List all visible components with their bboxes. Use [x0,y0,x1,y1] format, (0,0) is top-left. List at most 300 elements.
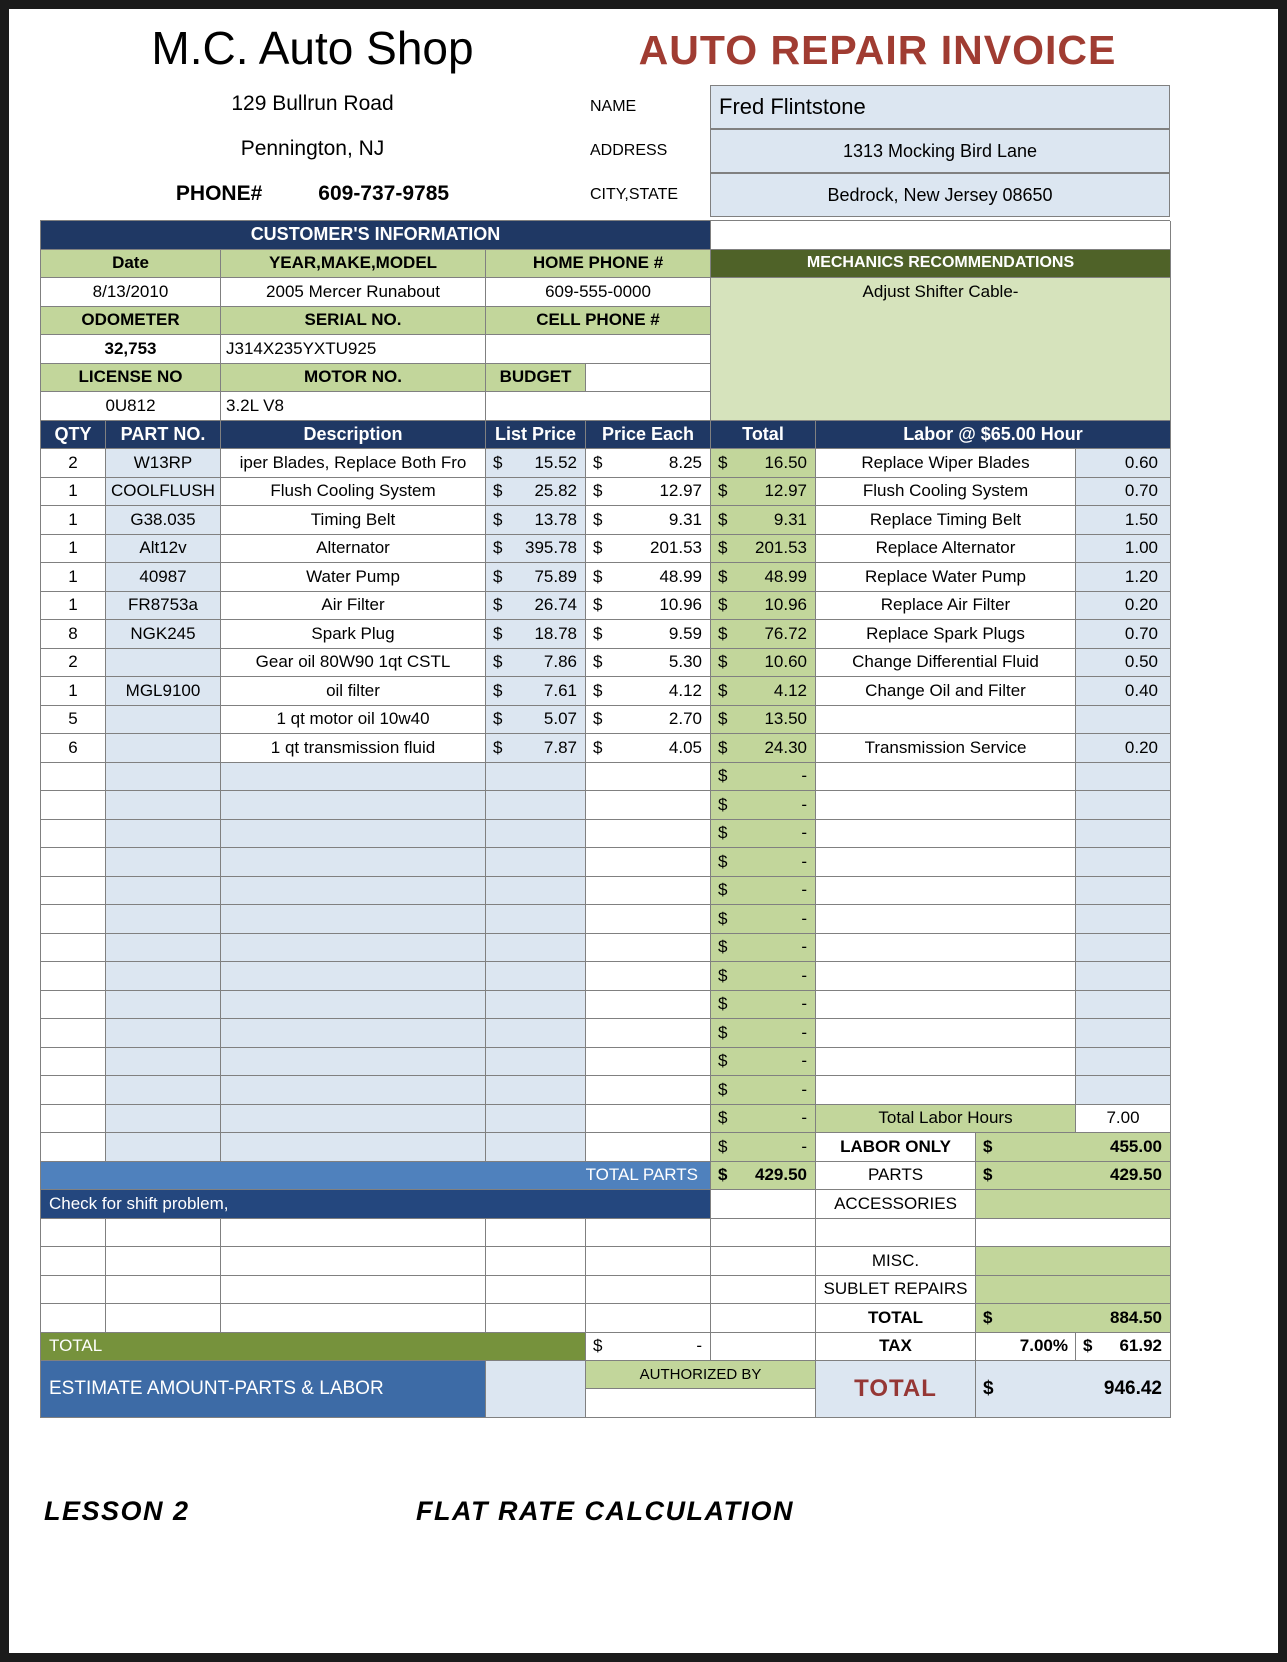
year-make-model-header: YEAR,MAKE,MODEL [221,250,486,279]
description-value: Gear oil 80W90 1qt CSTL [255,652,451,672]
blank-cell[interactable] [586,1219,711,1248]
budget-value[interactable] [486,392,711,421]
description-cell[interactable] [221,1048,486,1077]
description-cell[interactable] [221,1105,486,1134]
price-each-cell[interactable] [586,677,711,706]
currency-symbol: $ [493,452,503,472]
currency-symbol: $ [718,1136,728,1156]
shop-phone-row [40,171,585,216]
hours-cell[interactable] [1076,706,1171,735]
description-cell[interactable] [221,506,486,535]
total-cell[interactable] [711,563,816,592]
part-no-cell[interactable] [106,848,221,877]
blank-cell[interactable] [486,1247,586,1276]
left-total-value[interactable] [586,1333,711,1362]
part-no-cell[interactable] [106,1105,221,1134]
part-no-cell[interactable] [106,563,221,592]
hours-cell[interactable] [1076,506,1171,535]
blank-cell[interactable] [106,1276,221,1305]
list-price-cell[interactable] [486,848,586,877]
price-each-cell[interactable] [586,905,711,934]
qty-cell[interactable] [41,905,106,934]
list-price-cell[interactable] [486,506,586,535]
total-parts-value[interactable] [711,1162,816,1191]
total-cell[interactable] [711,763,816,792]
currency-symbol: $ [718,766,728,786]
blank-cell[interactable] [486,1276,586,1305]
labor-cell[interactable] [816,905,1076,934]
subtotal-row [41,1304,1170,1333]
total-cell[interactable] [711,620,816,649]
description-cell[interactable] [221,1133,486,1162]
qty-value: 1 [68,481,78,501]
hours-cell[interactable] [1076,1048,1171,1077]
description-cell[interactable] [221,1019,486,1048]
part-no-cell[interactable] [106,478,221,507]
qty-value: 1 [68,566,78,586]
invoice-title: AUTO REPAIR INVOICE [638,27,1117,73]
price-each-cell[interactable] [586,449,711,478]
blank-cell[interactable] [106,1219,221,1248]
price-each-cell[interactable] [586,734,711,763]
qty-cell[interactable] [41,620,106,649]
part-no-cell[interactable] [106,535,221,564]
total-cell[interactable] [711,1133,816,1162]
price-each-value: 9.59 [668,623,702,643]
labor-cell[interactable] [816,991,1076,1020]
spacer-cell[interactable] [711,1190,816,1219]
list-price-cell[interactable] [486,763,586,792]
subtotal-value[interactable] [976,1304,1171,1333]
price-each-cell[interactable] [586,1133,711,1162]
total-cell[interactable] [711,820,816,849]
home-phone-value[interactable]: 609-555-0000 [486,278,711,307]
labor-cell[interactable] [816,734,1076,763]
part-no-cell[interactable] [106,820,221,849]
description-cell[interactable] [221,991,486,1020]
list-price-cell[interactable] [486,877,586,906]
price-each-cell[interactable] [586,620,711,649]
blank-cell[interactable] [41,1219,106,1248]
blank-cell[interactable] [106,1304,221,1333]
labor-cell[interactable] [816,478,1076,507]
description-cell[interactable] [221,877,486,906]
total-cell[interactable] [711,1105,816,1134]
qty-cell[interactable] [41,1076,106,1105]
list-price-cell[interactable] [486,449,586,478]
price-each-cell[interactable] [586,1076,711,1105]
accessories-row [41,1190,1170,1219]
list-price-cell[interactable] [486,677,586,706]
list-price-value: 7.86 [543,652,577,672]
date-value[interactable]: 8/13/2010 [41,278,221,307]
qty-cell[interactable] [41,791,106,820]
authorized-by-cell[interactable] [586,1361,816,1418]
total-cell[interactable] [711,877,816,906]
hours-value: 0.70 [1124,623,1158,643]
total-cell[interactable] [711,905,816,934]
hours-cell[interactable] [1076,1019,1171,1048]
part-no-cell[interactable] [106,877,221,906]
qty-cell[interactable] [41,506,106,535]
labor-only-value[interactable] [976,1133,1171,1162]
qty-cell[interactable] [41,677,106,706]
description-value: Spark Plug [311,623,395,643]
blank-cell[interactable] [586,1304,711,1333]
total-cell[interactable] [711,1048,816,1077]
qty-cell[interactable] [41,592,106,621]
part-no-value: FR8753a [128,595,198,615]
blank-cell[interactable] [711,1276,816,1305]
qty-cell[interactable] [41,1048,106,1077]
price-each-cell[interactable] [586,848,711,877]
total-cell[interactable] [711,848,816,877]
qty-cell[interactable] [41,478,106,507]
total-cell[interactable] [711,734,816,763]
list-price-cell[interactable] [486,1105,586,1134]
blank-cell[interactable] [41,1276,106,1305]
part-no-cell[interactable] [106,1076,221,1105]
list-price-cell[interactable] [486,478,586,507]
part-no-cell[interactable] [106,649,221,678]
part-no-cell[interactable] [106,506,221,535]
labor-cell[interactable] [816,848,1076,877]
qty-cell[interactable] [41,1019,106,1048]
description-cell[interactable] [221,1076,486,1105]
description-cell[interactable] [221,535,486,564]
total-cell[interactable] [711,1019,816,1048]
description-cell[interactable] [221,592,486,621]
blank-cell[interactable] [976,1219,1171,1248]
part-no-cell[interactable] [106,791,221,820]
tax-value[interactable] [1076,1333,1171,1362]
labor-cell[interactable] [816,592,1076,621]
part-no-cell[interactable] [106,905,221,934]
total-cell[interactable] [711,649,816,678]
amount: - [801,794,807,814]
description-cell[interactable] [221,820,486,849]
price-each-cell[interactable] [586,563,711,592]
qty-cell[interactable] [41,535,106,564]
customer-name-field[interactable]: Fred Flintstone [710,85,1170,129]
price-each-value: 10.96 [659,595,702,615]
list-price-cell[interactable] [486,620,586,649]
list-price-cell[interactable] [486,991,586,1020]
price-each-cell[interactable] [586,934,711,963]
price-each-cell[interactable] [586,535,711,564]
qty-cell[interactable] [41,962,106,991]
description-cell[interactable] [221,962,486,991]
part-no-cell[interactable] [106,1048,221,1077]
price-each-cell[interactable] [586,706,711,735]
blank-cell[interactable] [221,1304,486,1333]
hours-cell[interactable] [1076,592,1171,621]
list-price-cell[interactable] [486,592,586,621]
labor-cell[interactable] [816,1048,1076,1077]
currency-symbol: $ [718,794,728,814]
qty-cell[interactable] [41,563,106,592]
description-cell[interactable] [221,848,486,877]
customer-address-field[interactable]: 1313 Mocking Bird Lane [710,129,1170,173]
cell-phone-value[interactable] [486,335,711,364]
total-cell[interactable] [711,934,816,963]
blank-cell[interactable] [711,1247,816,1276]
total-cell[interactable] [711,991,816,1020]
customer-city-label: CITY,STATE [590,186,679,203]
labor-cell[interactable] [816,763,1076,792]
labor-cell[interactable] [816,677,1076,706]
qty-cell[interactable] [41,649,106,678]
price-each-cell[interactable] [586,962,711,991]
description-cell[interactable] [221,905,486,934]
misc-value[interactable] [976,1247,1171,1276]
hours-cell[interactable] [1076,677,1171,706]
price-each-cell[interactable] [586,1048,711,1077]
labor-header: Labor @ $65.00 Hour [816,421,1171,450]
description-cell[interactable] [221,563,486,592]
hours-cell[interactable] [1076,1076,1171,1105]
blank-cell[interactable] [221,1219,486,1248]
hours-cell[interactable] [1076,563,1171,592]
total-labor-hours-value[interactable]: 7.00 [1076,1105,1171,1134]
description-header: Description [221,421,486,450]
description-cell[interactable] [221,478,486,507]
empty-part-row [41,791,1170,820]
list-price-cell[interactable] [486,1133,586,1162]
part-no-cell[interactable] [106,962,221,991]
part-no-cell[interactable] [106,677,221,706]
total-value: 201.53 [755,538,807,558]
odometer-value[interactable]: 32,753 [41,335,221,364]
customer-city-field[interactable]: Bedrock, New Jersey 08650 [710,173,1170,217]
price-each-value: 2.70 [668,709,702,729]
description-cell[interactable] [221,763,486,792]
description-cell[interactable] [221,734,486,763]
part-no-cell[interactable] [106,934,221,963]
blank-cell[interactable] [221,1247,486,1276]
list-price-cell[interactable] [486,962,586,991]
qty-cell[interactable] [41,820,106,849]
hours-cell[interactable] [1076,763,1171,792]
blank-cell[interactable] [711,1219,816,1248]
empty-part-row [41,848,1170,877]
labor-cell[interactable] [816,449,1076,478]
hours-cell[interactable] [1076,478,1171,507]
description-cell[interactable] [221,934,486,963]
labor-cell[interactable] [816,706,1076,735]
qty-cell[interactable] [41,1105,106,1134]
hours-cell[interactable] [1076,877,1171,906]
total-value: 12.97 [764,481,807,501]
qty-value: 8 [68,623,78,643]
spacer-cell[interactable] [711,1333,816,1362]
list-price-cell[interactable] [486,1076,586,1105]
blank-cell[interactable] [41,1304,106,1333]
part-row [41,592,1170,621]
part-no-cell[interactable] [106,620,221,649]
hours-cell[interactable] [1076,905,1171,934]
hours-cell[interactable] [1076,734,1171,763]
hours-cell[interactable] [1076,991,1171,1020]
motor-no-value[interactable]: 3.2L V8 [221,392,486,421]
labor-cell[interactable] [816,535,1076,564]
blank-cell[interactable] [486,1219,586,1248]
list-price-cell[interactable] [486,563,586,592]
part-no-cell[interactable] [106,592,221,621]
blank-cell[interactable] [221,1276,486,1305]
spacer-cell [711,221,1171,250]
description-cell[interactable] [221,449,486,478]
amount: - [801,766,807,786]
list-price-cell[interactable] [486,905,586,934]
price-each-cell[interactable] [586,478,711,507]
blank-cell[interactable] [106,1247,221,1276]
price-each-cell[interactable] [586,991,711,1020]
spacer-cell[interactable] [486,1361,586,1418]
part-no-cell[interactable] [106,706,221,735]
description-cell[interactable] [221,706,486,735]
currency-symbol: $ [593,595,603,615]
qty-cell[interactable] [41,706,106,735]
total-cell[interactable] [711,449,816,478]
price-each-value: 201.53 [650,538,702,558]
total-cell[interactable] [711,478,816,507]
hours-cell[interactable] [1076,620,1171,649]
qty-cell[interactable] [41,877,106,906]
qty-cell[interactable] [41,734,106,763]
part-no-cell[interactable] [106,734,221,763]
authorized-by-signature-field[interactable] [586,1389,815,1417]
description-cell[interactable] [221,791,486,820]
hours-value: 1.20 [1124,566,1158,586]
labor-cell[interactable] [816,877,1076,906]
price-each-cell[interactable] [586,1019,711,1048]
labor-cell[interactable] [816,934,1076,963]
list-price-cell[interactable] [486,1048,586,1077]
list-price-cell[interactable] [486,706,586,735]
serial-no-value[interactable]: J314X235YXTU925 [221,335,486,364]
qty-cell[interactable] [41,934,106,963]
description-cell[interactable] [221,677,486,706]
parts-value[interactable] [976,1162,1171,1191]
total-cell[interactable] [711,677,816,706]
list-price-cell[interactable] [486,934,586,963]
price-each-cell[interactable] [586,1105,711,1134]
hours-cell[interactable] [1076,791,1171,820]
authorized-by-label: AUTHORIZED BY [586,1361,815,1389]
total-cell[interactable] [711,592,816,621]
total-cell[interactable] [711,962,816,991]
hours-cell[interactable] [1076,820,1171,849]
hours-cell[interactable] [1076,848,1171,877]
hours-cell[interactable] [1076,535,1171,564]
qty-cell[interactable] [41,763,106,792]
hours-cell[interactable] [1076,962,1171,991]
part-no-cell[interactable] [106,1019,221,1048]
price-each-cell[interactable] [586,506,711,535]
hours-cell[interactable] [1076,934,1171,963]
year-make-model-value[interactable]: 2005 Mercer Runabout [221,278,486,307]
labor-cell[interactable] [816,962,1076,991]
list-price-cell[interactable] [486,1019,586,1048]
tax-label: TAX [816,1333,976,1362]
price-each-cell[interactable] [586,763,711,792]
list-price-cell[interactable] [486,820,586,849]
qty-cell[interactable] [41,1133,106,1162]
total-cell[interactable] [711,535,816,564]
shop-phone-label: PHONE# [175,182,263,205]
list-price-value: 7.61 [543,680,577,700]
qty-cell[interactable] [41,848,106,877]
sublet-repairs-value[interactable] [976,1276,1171,1305]
part-no-cell[interactable] [106,763,221,792]
qty-cell[interactable] [41,991,106,1020]
price-each-value: 5.30 [668,652,702,672]
total-cell[interactable] [711,706,816,735]
price-each-cell[interactable] [586,791,711,820]
license-no-value[interactable]: 0U812 [41,392,221,421]
labor-cell[interactable] [816,791,1076,820]
labor-cell[interactable] [816,1076,1076,1105]
tax-rate[interactable]: 7.00% [976,1333,1076,1362]
part-row [41,734,1170,763]
blank-cell[interactable] [41,1247,106,1276]
grand-total-value[interactable] [976,1361,1171,1418]
empty-part-row [41,905,1170,934]
part-no-cell[interactable] [106,991,221,1020]
description-cell[interactable] [221,620,486,649]
labor-cell[interactable] [816,563,1076,592]
labor-cell[interactable] [816,649,1076,678]
mechanics-note[interactable]: Adjust Shifter Cable- [711,278,1171,421]
price-each-cell[interactable] [586,820,711,849]
accessories-value[interactable] [976,1190,1171,1219]
list-price-cell[interactable] [486,535,586,564]
hours-cell[interactable] [1076,649,1171,678]
blank-cell[interactable] [816,1219,976,1248]
labor-cell[interactable] [816,820,1076,849]
labor-cell[interactable] [816,620,1076,649]
list-price-cell[interactable] [486,791,586,820]
total-cell[interactable] [711,506,816,535]
price-each-cell[interactable] [586,649,711,678]
blank-cell[interactable] [486,1304,586,1333]
currency-symbol: $ [718,709,728,729]
budget-spacer [586,364,711,393]
price-each-cell[interactable] [586,592,711,621]
blank-cell[interactable] [586,1247,711,1276]
list-price-cell[interactable] [486,734,586,763]
amount: - [801,908,807,928]
labor-cell[interactable] [816,506,1076,535]
blank-cell[interactable] [711,1304,816,1333]
part-no-value: W13RP [133,452,193,472]
blank-cell[interactable] [586,1276,711,1305]
description-cell[interactable] [221,649,486,678]
total-cell[interactable] [711,1076,816,1105]
part-no-cell[interactable] [106,1133,221,1162]
total-cell[interactable] [711,791,816,820]
amount: 429.50 [755,1165,807,1185]
labor-cell[interactable] [816,1019,1076,1048]
list-price-cell[interactable] [486,649,586,678]
customer-name-label: NAME [590,98,637,115]
currency-symbol: $ [1083,1336,1093,1356]
price-each-cell[interactable] [586,877,711,906]
qty-cell[interactable] [41,449,106,478]
part-no-cell[interactable] [106,449,221,478]
hours-cell[interactable] [1076,449,1171,478]
